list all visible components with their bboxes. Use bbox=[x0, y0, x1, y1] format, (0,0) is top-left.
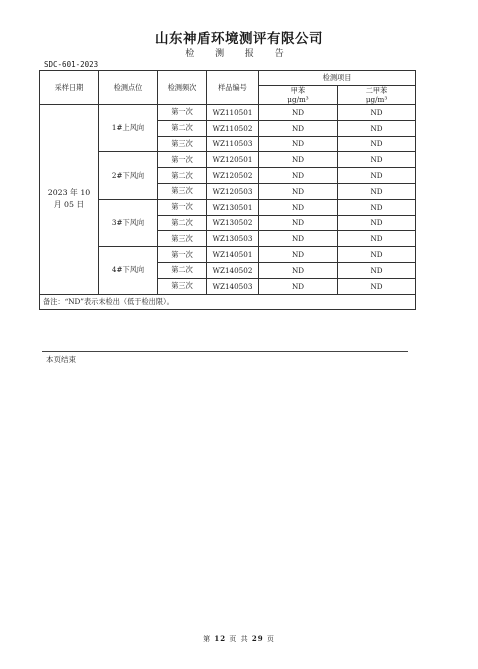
toluene-cell: ND bbox=[259, 278, 338, 294]
sample-id-cell: WZ120502 bbox=[207, 168, 259, 184]
header-xylene-unit: μg/m³ bbox=[365, 95, 388, 104]
site-cell: 1#上风向 bbox=[99, 105, 158, 152]
toluene-cell: ND bbox=[259, 168, 338, 184]
header-toluene bbox=[259, 86, 338, 105]
frequency-cell: 第三次 bbox=[158, 136, 207, 152]
header-site: 检测点位 bbox=[99, 71, 158, 105]
xylene-cell: ND bbox=[338, 262, 416, 278]
report-title: 检 测 报 告 bbox=[185, 49, 293, 59]
page-end-text: 本页结束 bbox=[46, 355, 76, 364]
frequency-cell: 第二次 bbox=[158, 120, 207, 136]
frequency-cell: 第一次 bbox=[158, 105, 207, 121]
site-cell: 2#下风向 bbox=[99, 152, 158, 199]
xylene-cell: ND bbox=[338, 199, 416, 215]
site-cell: 4#下风向 bbox=[99, 247, 158, 294]
sample-id-cell: WZ120503 bbox=[207, 183, 259, 199]
xylene-cell: ND bbox=[338, 231, 416, 247]
header-frequency: 检测频次 bbox=[158, 71, 207, 105]
sample-id-cell: WZ130503 bbox=[207, 231, 259, 247]
xylene-cell: ND bbox=[338, 183, 416, 199]
table-row bbox=[40, 105, 416, 121]
sample-id-cell: WZ110503 bbox=[207, 136, 259, 152]
xylene-cell: ND bbox=[338, 215, 416, 231]
xylene-cell: ND bbox=[338, 152, 416, 168]
toluene-cell: ND bbox=[259, 105, 338, 121]
sample-id-cell: WZ110501 bbox=[207, 105, 259, 121]
header-xylene bbox=[338, 86, 416, 105]
sampling-date: 2023 年 10 月 05 日 bbox=[40, 105, 99, 295]
table-header-row bbox=[40, 71, 416, 86]
results-table bbox=[39, 70, 416, 310]
sample-id-cell: WZ140502 bbox=[207, 262, 259, 278]
company-name: 山东神盾环境测评有限公司 bbox=[155, 31, 323, 47]
page-end-divider bbox=[42, 351, 408, 352]
sample-id-cell: WZ120501 bbox=[207, 152, 259, 168]
frequency-cell: 第二次 bbox=[158, 262, 207, 278]
sample-id-cell: WZ110502 bbox=[207, 120, 259, 136]
xylene-cell: ND bbox=[338, 105, 416, 121]
frequency-cell: 第三次 bbox=[158, 183, 207, 199]
sample-id-cell: WZ130502 bbox=[207, 215, 259, 231]
frequency-cell: 第三次 bbox=[158, 278, 207, 294]
table-note-row bbox=[40, 294, 416, 310]
table-note: 备注：“ND”表示未检出（低于检出限）。 bbox=[40, 294, 416, 310]
page-prefix: 第 bbox=[203, 635, 212, 643]
xylene-cell: ND bbox=[338, 247, 416, 263]
frequency-cell: 第二次 bbox=[158, 168, 207, 184]
toluene-cell: ND bbox=[259, 136, 338, 152]
header-test-items: 检测项目 bbox=[259, 71, 416, 86]
toluene-cell: ND bbox=[259, 231, 338, 247]
page-number bbox=[0, 634, 478, 644]
frequency-cell: 第一次 bbox=[158, 247, 207, 263]
site-cell: 3#下风向 bbox=[99, 199, 158, 246]
xylene-cell: ND bbox=[338, 278, 416, 294]
xylene-cell: ND bbox=[338, 168, 416, 184]
header-toluene-unit: μg/m³ bbox=[287, 95, 309, 104]
page-total: 29 bbox=[251, 634, 264, 643]
toluene-cell: ND bbox=[259, 215, 338, 231]
header-sample-id: 样品编号 bbox=[207, 71, 259, 105]
document-code: SDC-601-2023 bbox=[44, 60, 99, 69]
page-current: 12 bbox=[214, 634, 227, 643]
sample-id-cell: WZ130501 bbox=[207, 199, 259, 215]
page-middle: 页 共 bbox=[229, 635, 249, 643]
sample-id-cell: WZ140503 bbox=[207, 278, 259, 294]
xylene-cell: ND bbox=[338, 120, 416, 136]
toluene-cell: ND bbox=[259, 183, 338, 199]
toluene-cell: ND bbox=[259, 120, 338, 136]
frequency-cell: 第二次 bbox=[158, 215, 207, 231]
header-toluene-name: 甲苯 bbox=[290, 86, 306, 95]
header-sampling-date: 采样日期 bbox=[40, 71, 99, 105]
xylene-cell: ND bbox=[338, 136, 416, 152]
page-suffix: 页 bbox=[266, 635, 275, 643]
toluene-cell: ND bbox=[259, 262, 338, 278]
frequency-cell: 第三次 bbox=[158, 231, 207, 247]
toluene-cell: ND bbox=[259, 152, 338, 168]
toluene-cell: ND bbox=[259, 247, 338, 263]
frequency-cell: 第一次 bbox=[158, 199, 207, 215]
sample-id-cell: WZ140501 bbox=[207, 247, 259, 263]
toluene-cell: ND bbox=[259, 199, 338, 215]
frequency-cell: 第一次 bbox=[158, 152, 207, 168]
header-xylene-name: 二甲苯 bbox=[365, 86, 388, 95]
